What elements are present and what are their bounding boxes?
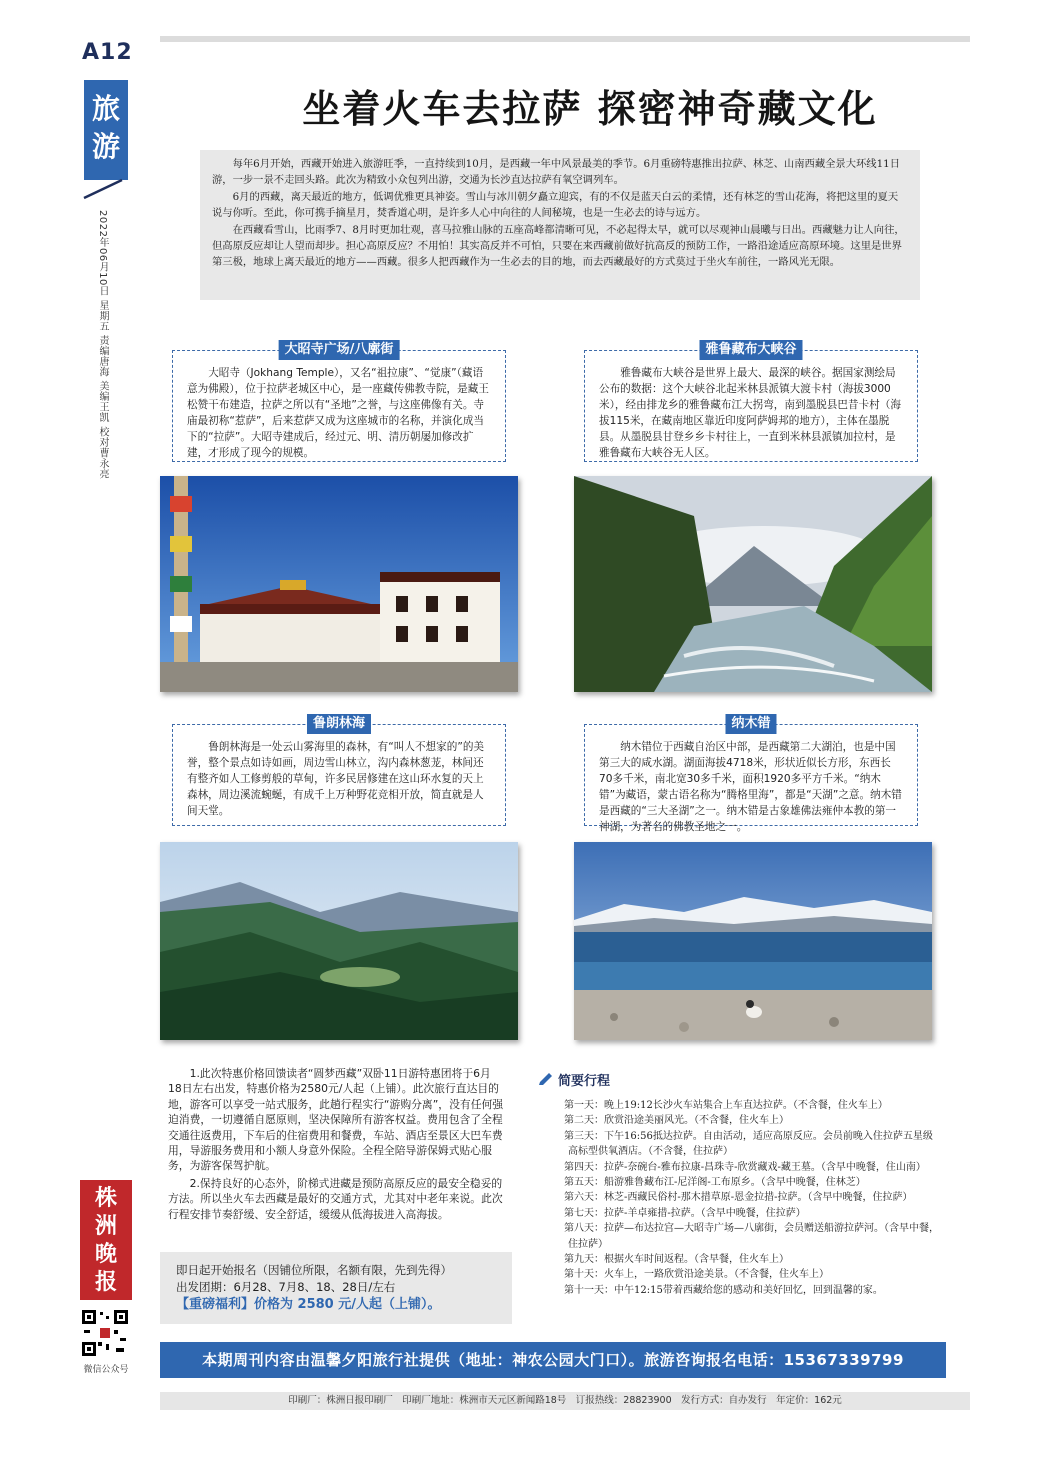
signup-line-1: 即日起开始报名（因铺位所限，名额有限，先到先得）: [176, 1263, 452, 1277]
attraction-text: 雅鲁藏布大峡谷是世界上最大、最深的峡谷。据国家测绘局公布的数据：这个大峡谷北起米林县派镇大渡卡村（海拔3000米），经由排龙乡的雅鲁藏布江大拐弯，南到墨脱县巴昔卡村（海拔115米，在藏南地区靠近印度阿萨姆邦的地方），主体在墨脱县。从墨脱县甘登乡乡卡村往上，一直到米林县派镇加拉村，是雅鲁藏布大峡谷无人区。: [599, 367, 901, 459]
attraction-text: 大昭寺（Jokhang Temple），又名“祖拉康”、“觉康”（藏语意为佛殿），位于拉萨老城区中心，是一座藏传佛教寺院，是藏王松赞干布建造，拉萨之所以有“圣地”之誉，与这座佛像有关。寺庙最初称“惹萨”，后来惹萨又成为这座城市的名称，并演化成当下的“拉萨”。大昭寺建成后，经过元、明、清历朝屡加修改扩建，才形成了现今的规模。: [187, 367, 489, 459]
itinerary-heading: [538, 1068, 618, 1092]
pencil-icon: [538, 1070, 554, 1086]
itinerary-list: [540, 1098, 940, 1298]
page-title: 坐着火车去拉萨 探密神奇藏文化: [302, 87, 878, 131]
logo-char-2: 洲: [94, 1213, 117, 1239]
contact-banner: 本期周刊内容由温馨夕阳旅行社提供（地址：神农公园大门口）。旅游咨询报名电话：15367339799: [160, 1342, 946, 1378]
attraction-title: 纳木错: [725, 714, 776, 734]
attraction-text: 鲁朗林海是一处云山雾海里的森林，有“叫人不想家的”的美誉，整个景点如诗如画，周边雪山林立，沟内森林葱茏，林间还有整齐如人工修剪般的草甸，许多民居修建在这山环水复的天上森林，周边溪流蜿蜒，有成千上万种野花竞相开放，简直就是人间天堂。: [187, 741, 485, 817]
logo-char-3: 晚: [94, 1241, 117, 1267]
attraction-title: 大昭寺广场/八廓街: [279, 340, 400, 360]
page-number: A12: [82, 40, 133, 65]
newspaper-logo: [80, 1180, 132, 1300]
qr-caption: 微信公众号: [83, 1365, 129, 1375]
itinerary-day: 第七天：拉萨-羊卓雍措-拉萨。（含早中晚餐，住拉萨）: [564, 1207, 806, 1219]
itinerary-day: 第九天：根据火车时间返程。（含早餐，住火车上）: [564, 1254, 789, 1266]
intro-paragraph-2: 6月的西藏，离天最近的地方，低调优雅更具神姿。雪山与冰川朝夕矗立迎宾，有的不仅是蓝天白云的柔情，还有林芝的雪山花海，将把这里的夏天说与你听。至此，你可携手摘星月，焚香道心明，是许多人心中向往的人间秘境，也是一生必去的诗与远方。: [212, 190, 899, 220]
signup-line-2: 出发团期：6月28、7月8、18、28日/左右: [176, 1280, 396, 1294]
print-info-bar: 印刷厂：株洲日报印刷厂 印刷厂地址：株洲市天元区新闻路18号 订报热线：28823900 发行方式：自办发行 年定价：162元: [160, 1392, 970, 1410]
note-1: 1.此次特惠价格回馈读者“圆梦西藏”双卧11日游特惠团将于6月18日左右出发，特惠价格为2580元/人起（上铺）。此次旅行直达目的地，游客可以享受一站式服务，此趟行程实行“游购分离”，没有任何强迫消费，一切遵循自愿原则，坚决保障所有游客权益。费用包含了全程交通往返费用，下车后的住宿费用和餐费，车站、酒店至景区大巴车费用，导游服务费用和小额人身意外保险。全程全陪导游保姆式贴心服务，为游客保驾护航。: [168, 1067, 504, 1173]
attraction-box-yarlung: [584, 342, 918, 462]
photo-jokhang-temple: [160, 476, 518, 692]
section-char-1: 旅: [91, 92, 120, 125]
intro-paragraph-1: 每年6月开始，西藏开始进入旅游旺季，一直持续到10月，是西藏一年中风景最美的季节。6月重磅特惠推出拉萨、林芝、山南西藏全景大环线11日游，一步一景不走回头路。此次为精致小众包列出游，交通为长沙直达拉萨有氧空调列车。: [212, 158, 901, 187]
logo-char-1: 株: [94, 1185, 117, 1211]
photo-lulang-forest: [160, 842, 518, 1040]
section-slash-decoration: [82, 178, 128, 200]
itinerary-day: 第五天：船游雅鲁藏布江-尼洋阁-工布原乡。（含早中晚餐，住林芝）: [564, 1177, 866, 1189]
attraction-box-jokhang: [172, 342, 506, 462]
note-2: 2.保持良好的心态外，阶梯式进藏是预防高原反应的最安全稳妥的方法。所以坐火车去西藏是最好的交通方式，尤其对中老年来说。此次行程安排节奏舒缓、安全舒适，缓缓从低海拔进入高海拔。: [168, 1176, 503, 1221]
section-char-2: 游: [91, 130, 120, 163]
attraction-box-lulang: [172, 716, 506, 826]
logo-char-4: 报: [94, 1269, 117, 1295]
itinerary-heading-label: 简要行程: [558, 1074, 611, 1089]
itinerary-day: 第四天：拉萨-奈碗台-雅布拉康-昌珠寺-欣赏藏戏-藏王墓。（含早中晚餐，住山南）: [564, 1161, 926, 1173]
top-rule: [160, 36, 970, 42]
attraction-title: 鲁朗林海: [307, 714, 371, 734]
photo-yarlung-canyon: [574, 476, 932, 692]
date-editor-line: 2022年06月10日 星期五 责编唐海 美编王凯 校对曹永亮: [97, 210, 108, 480]
intro-box: [200, 150, 920, 300]
itinerary-day: 第八天：拉萨—布达拉宫—大昭寺广场—八廓街，会员赠送船游拉萨河。（含早中餐，住拉萨）: [564, 1223, 939, 1250]
section-tab: [84, 80, 128, 180]
itinerary-day: 第十一天：中午12:15带着西藏给您的感动和美好回忆，回到温馨的家。: [564, 1284, 883, 1296]
itinerary-day: 第二天：欣赏沿途美丽风光。（不含餐，住火车上）: [564, 1115, 789, 1127]
notes-block: [168, 1066, 504, 1224]
signup-box: [160, 1252, 512, 1324]
attraction-box-namtso: [584, 716, 918, 833]
qr-code[interactable]: [80, 1308, 130, 1358]
intro-paragraph-3: 在西藏看雪山，比雨季7、8月时更加壮观，喜马拉雅山脉的五座高峰都清晰可见，不必起得太早，就可以尽观神山晨曦与日出。西藏魅力让人向往，但高原反应却让人望而却步。担心高原反应？不用怕！其实高反并不可怕，只要在来西藏前做好抗高反的预防工作，一路沿途适应高原环境。这里是世界第三极，地球上离天最近的地方——西藏。很多人把西藏作为一生必去的目的地，而去西藏最好的方式莫过于坐火车前往，一路风光无限。: [212, 223, 905, 269]
attraction-title: 雅鲁藏布大峡谷: [699, 340, 802, 360]
itinerary-day: 第六天：林芝-西藏民俗村-那木措草原-恩金拉措-拉萨。（含早中晚餐，住拉萨）: [564, 1192, 913, 1204]
attraction-text: 纳木错位于西藏自治区中部，是西藏第二大湖泊，也是中国第三大的咸水湖。湖面海拔4718米，形状近似长方形，东西长70多千米，南北宽30多千米，面积1920多平方千米。“纳木错”为藏语，蒙古语名称为“腾格里海”，都是“天湖”之意。纳木错是西藏的“三大圣湖”之一。纳木错是古象雄佛法雍仲本教的第一神湖，为著名的佛教圣地之一。: [599, 741, 902, 833]
itinerary-day: 第一天：晚上19:12长沙火车站集合上车直达拉萨。（不含餐，住火车上）: [564, 1100, 888, 1111]
photo-namtso-lake: [574, 842, 932, 1040]
itinerary-day: 第三天：下午16:56抵达拉萨。自由活动，适应高原反应。会员前晚入住拉萨五星级高标型供氧酒店。（不含餐，住拉萨）: [564, 1130, 933, 1158]
itinerary-day: 第十天：火车上，一路欣赏沿途美景。（不含餐，住火车上）: [564, 1269, 829, 1281]
price-highlight: 【重磅福利】价格为 2580 元/人起（上铺）。: [176, 1297, 441, 1312]
